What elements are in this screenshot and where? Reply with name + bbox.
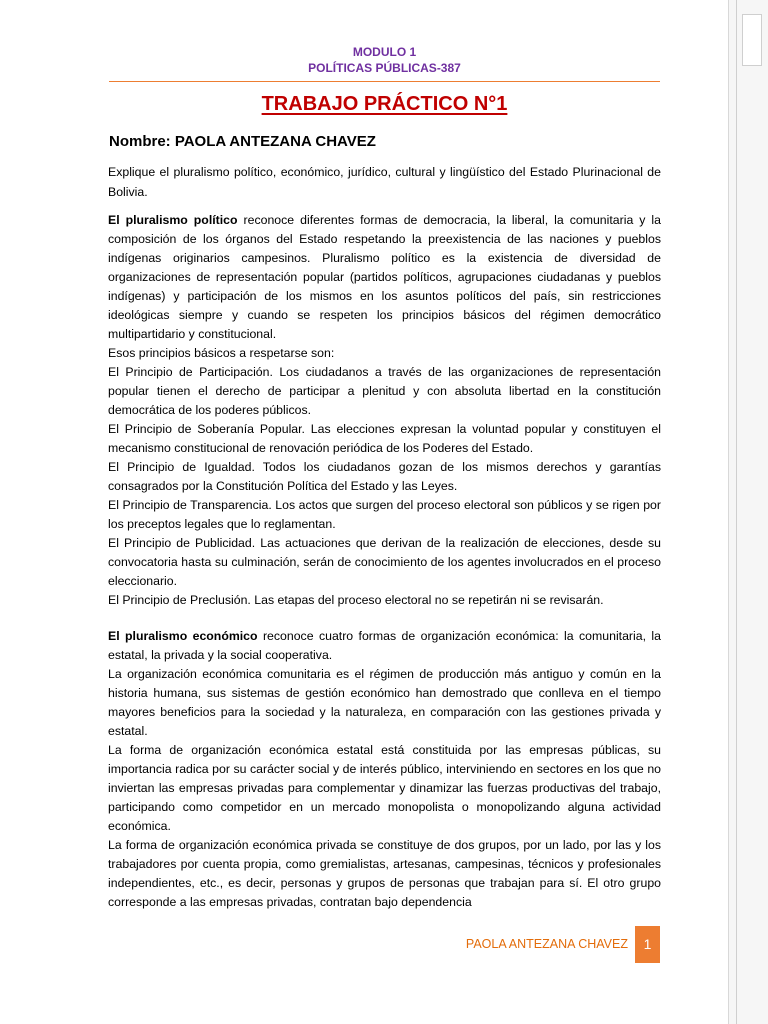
- economic-lead: El pluralismo económico: [108, 629, 258, 643]
- political-intro-paragraph: [108, 211, 661, 344]
- economic-private-paragraph: La forma de organización económica privada se constituye de dos grupos, por un lado, por las y los trabajadores por cuenta propia, como gremialistas, artesanas, campesinas, técnicos y profesionales independientes, etc., es decir, personas y grupos de personas que trabajan para sí. El otro grupo corresponde a las empresas privadas, contratan bajo dependencia: [108, 838, 661, 909]
- scrollbar-track[interactable]: [728, 0, 768, 1024]
- document-title: [109, 91, 660, 117]
- principle-sovereignty: El Principio de Soberanía Popular. Las elecciones expresan la voluntad popular y constituyen el mecanismo constitucional de renovación periódica de los Poderes del Estado.: [108, 422, 661, 455]
- document-title-text: TRABAJO PRÁCTICO N°1: [261, 93, 508, 115]
- header-module: MODULO 1: [352, 45, 417, 59]
- principle-participation: El Principio de Participación. Los ciudadanos a través de las organizaciones de representación popular tienen el derecho de participar a plenitud y con absoluta libertad en la constitución democrática de los poderes públicos.: [108, 365, 661, 417]
- scrollbar-thumb[interactable]: [742, 14, 762, 66]
- economic-intro-paragraph: [108, 627, 661, 665]
- political-intro-text: reconoce diferentes formas de democracia, la liberal, la comunitaria y la composición de los órganos del Estado respetando la preexistencia de las naciones y pueblos indígenas originarios campesinos. Pluralismo político es la existencia de diversidad de organizaciones de representación popular (partidos políticos, agrupaciones ciudadanas y pueblos indígenas) y participación de los mismos en los asuntos políticos del país, sin restricciones ideológicas siempre y cuando se respeten los principios básicos del régimen democrático multipartidario y constitucional.: [108, 213, 661, 341]
- scrollbar-divider: [736, 0, 737, 1024]
- economic-intro-text: reconoce cuatro formas de organización económica: la comunitaria, la estatal, la privada y la social cooperativa.: [108, 629, 661, 662]
- principle-equality: El Principio de Igualdad. Todos los ciudadanos gozan de los mismos derechos y garantías consagrados por la Constitución Política del Estado y las Leyes.: [108, 460, 661, 493]
- principles-heading: Esos principios básicos a respetarse son:: [108, 346, 335, 360]
- principle-transparency: El Principio de Transparencia. Los actos que surgen del proceso electoral son públicos y se rigen por los preceptos legales que lo reglamentan.: [108, 498, 661, 531]
- principle-publicity: El Principio de Publicidad. Las actuaciones que derivan de la realización de elecciones, desde su convocatoria hasta su culminación, serán de conocimiento de los agentes involucrados en el proceso eleccionario.: [108, 536, 661, 588]
- political-lead: El pluralismo político: [108, 213, 238, 227]
- assignment-question: Explique el pluralismo político, económico, jurídico, cultural y lingüístico del Estado Plurinacional de Bolivia.: [108, 165, 661, 199]
- student-name: Nombre: PAOLA ANTEZANA CHAVEZ: [109, 133, 376, 150]
- page-number-badge: 1: [635, 926, 660, 963]
- header-divider: [109, 81, 660, 82]
- page-header: [109, 44, 660, 76]
- economic-communitarian-paragraph: La organización económica comunitaria es el régimen de producción más antiguo y común en la historia humana, sus sistemas de gestión económico han demostrado que conlleva en el tiempo mayores beneficios para la sociedad y la naturaleza, en comparación con las gestiones privada y estatal.: [108, 667, 661, 738]
- economic-state-paragraph: La forma de organización económica estatal está constituida por las empresas públicas, su importancia radica por su carácter social y de interés público, interviniendo en sectores en los que no inviertan las empresas privadas para complementar y dinamizar las fuerzas productivas del trabajo, participando como competidor en un mercado monopolista o monopolizando alguna actividad económica.: [108, 743, 661, 833]
- principle-preclusion: El Principio de Preclusión. Las etapas del proceso electoral no se repetirán ni se revisarán.: [108, 593, 604, 607]
- footer-author: PAOLA ANTEZANA CHAVEZ: [465, 937, 628, 951]
- document-body: [108, 162, 661, 912]
- header-course: POLÍTICAS PÚBLICAS-387: [308, 61, 461, 75]
